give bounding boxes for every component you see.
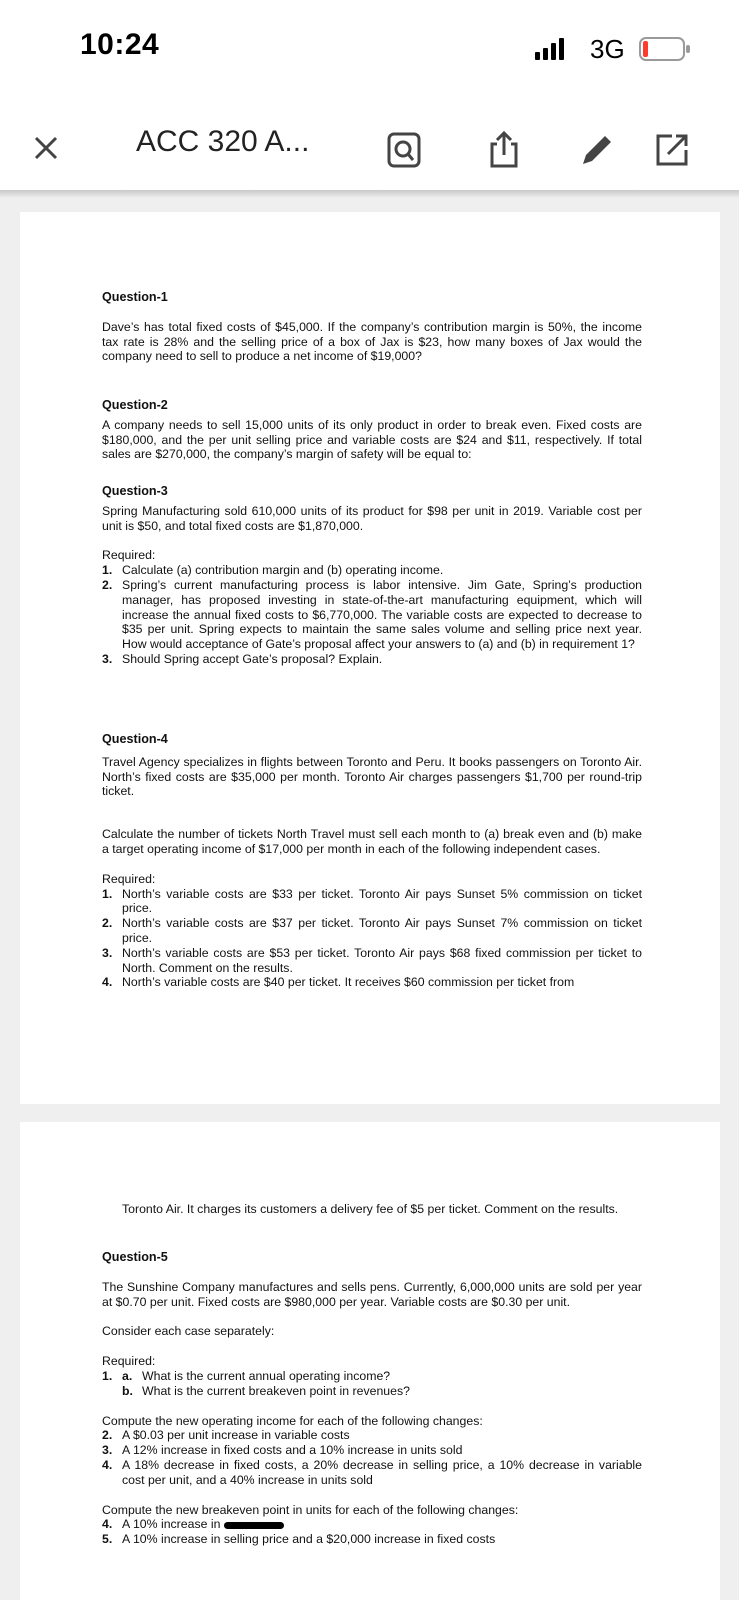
compute-instruction: Compute the new breakeven point in units for each of the following changes: xyxy=(102,1502,519,1517)
document-viewer[interactable] xyxy=(0,198,739,1600)
requirements-list xyxy=(102,1369,642,1399)
battery-low-icon xyxy=(639,37,691,61)
question-text: Dave’s has total fixed costs of $45,000. If the company’s contribution margin is 50%, the income tax rate is 28% and the selling price of a box of Jax is $23, how many boxes of Jax would the company need to sell to produce a net income of $19,000? xyxy=(102,319,642,364)
signal-strength-icon xyxy=(535,38,567,60)
sub-item-a: a. What is the current annual operating income? xyxy=(122,1368,391,1383)
consider-label: Consider each case separately: xyxy=(102,1324,275,1339)
document-page-1 xyxy=(20,212,720,1104)
list-item: 5. A 10% increase in selling price and a $20,000 increase in fixed costs xyxy=(102,1532,496,1547)
question-4 xyxy=(102,732,642,990)
requirements-list xyxy=(102,563,642,667)
requirements-list xyxy=(102,887,642,991)
redaction-mark xyxy=(224,1522,284,1529)
question-text: Spring Manufacturing sold 610,000 units of its product for $98 per unit in 2019. Variable cost per unit is $50, and total fixed costs are $1,870,000. xyxy=(102,503,642,533)
breakeven-changes-list xyxy=(102,1517,642,1547)
question-instructions: Calculate the number of tickets North Travel must sell each month to (a) break even and (b) make a target operating income of $17,000 per month in each of the following independent cases. xyxy=(102,827,642,856)
changes-list xyxy=(102,1428,642,1487)
document-title: ACC 320 A... xyxy=(136,125,310,158)
list-item: 1. Calculate (a) contribution margin and (b) operating income. xyxy=(102,563,444,578)
list-item: 3. A 12% increase in fixed costs and a 10% increase in units sold xyxy=(102,1443,463,1458)
list-item: 1. a. What is the current annual operating income? b. What is the current breakeven point in revenues? xyxy=(102,1369,642,1399)
list-item: 2. North’s variable costs are $37 per ticket. Toronto Air pays Sunset 7% commission on ticket price. xyxy=(102,916,642,945)
list-item: 4. A 10% increase in xyxy=(102,1517,642,1532)
search-document-icon[interactable] xyxy=(384,130,424,170)
question-heading: Question-5 xyxy=(102,1250,168,1264)
list-item: 4. North’s variable costs are $40 per ticket. It receives $60 commission per ticket from xyxy=(102,975,575,990)
list-item: 4. A 18% decrease in fixed costs, a 20% decrease in selling price, a 10% decrease in variable cost per unit, and a 40% increase in units sold xyxy=(102,1457,642,1487)
question-5 xyxy=(102,1250,642,1547)
required-label: Required: xyxy=(102,548,156,563)
list-item: 3. North’s variable costs are $53 per ticket. Toronto Air pays $68 fixed commission per ticket to North. Comment on the results. xyxy=(102,945,642,975)
list-item: 3. Should Spring accept Gate’s proposal? Explain. xyxy=(102,651,383,666)
network-type: 3G xyxy=(590,34,625,64)
question-heading: Question-3 xyxy=(102,484,168,498)
compute-instruction: Compute the new operating income for each of the following changes: xyxy=(102,1413,483,1428)
sub-item-b: b. What is the current breakeven point in revenues? xyxy=(122,1383,410,1398)
page-2-content xyxy=(102,1202,642,1547)
question-heading: Question-4 xyxy=(102,732,168,746)
clock: 10:24 xyxy=(80,28,160,61)
list-item: 2. Spring’s current manufacturing process is labor intensive. Jim Gate, Spring’s production manager, has proposed investing in state-of-the-art manufacturing equipment, which will increase the annual fixed costs to $6,770,000. The variable costs are expected to decrease to $35 per unit. Spring expects to maintain the same sales volume and selling price next year. How would acceptance of Gate’s proposal affect your answers to (a) and (b) in requirement 1? xyxy=(102,577,642,652)
required-label: Required: xyxy=(102,1354,156,1369)
status-bar xyxy=(0,0,739,90)
question-2 xyxy=(102,398,642,462)
question-4-continued: Toronto Air. It charges its customers a delivery fee of $5 per ticket. Comment on the results. xyxy=(122,1202,619,1216)
question-3 xyxy=(102,484,642,667)
document-page-2 xyxy=(20,1122,720,1600)
question-1 xyxy=(102,290,642,364)
required-label: Required: xyxy=(102,871,156,886)
toolbar-divider xyxy=(0,190,739,198)
open-external-icon[interactable] xyxy=(652,130,692,170)
list-item: 1. North’s variable costs are $33 per ticket. Toronto Air pays Sunset 5% commission on ticket price. xyxy=(102,886,642,916)
share-icon[interactable] xyxy=(484,130,524,170)
question-text: The Sunshine Company manufactures and sells pens. Currently, 6,000,000 units are sold per year at $0.70 per unit. Fixed costs are $980,000 per year. Variable costs are $0.30 per unit. xyxy=(102,1279,642,1309)
question-heading: Question-2 xyxy=(102,398,168,412)
list-item: 2. A $0.03 per unit increase in variable costs xyxy=(102,1428,350,1443)
question-text: Travel Agency specializes in flights between Toronto and Peru. It books passengers on Toronto Air. North’s fixed costs are $35,000 per month. Toronto Air charges passengers $1,700 per round-trip ticket. xyxy=(102,754,642,799)
question-text: A company needs to sell 15,000 units of its only product in order to break even. Fixed costs are $180,000, and the per unit selling price and variable costs are $24 and $11, respectively. If total sales are $270,000, the company’s margin of safety will be equal to: xyxy=(102,417,642,462)
question-heading: Question-1 xyxy=(102,290,168,304)
top-toolbar xyxy=(0,100,739,190)
close-icon[interactable] xyxy=(28,130,64,166)
edit-pencil-icon[interactable] xyxy=(577,130,617,170)
